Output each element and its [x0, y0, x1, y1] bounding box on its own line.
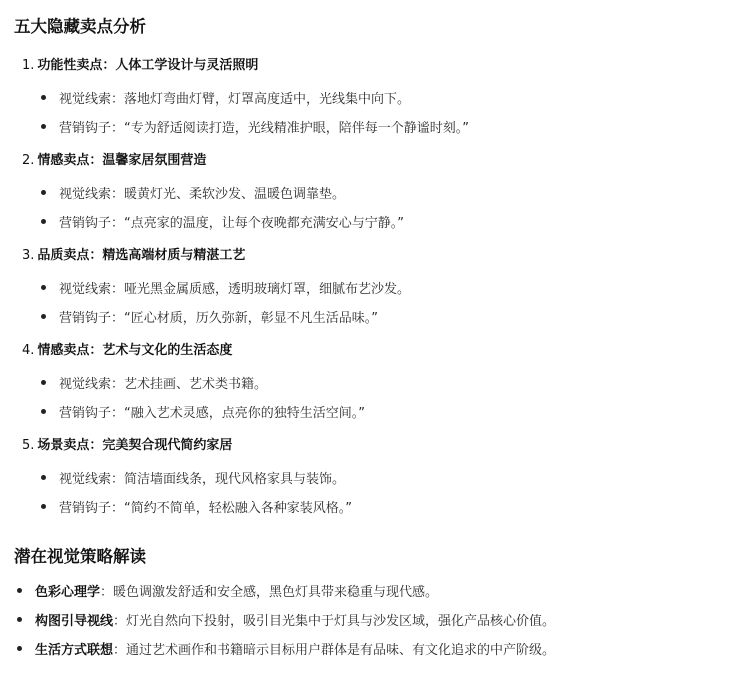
strategy-term: 色彩心理学 — [35, 585, 101, 600]
section-title-visual-strategy: 潜在视觉策略解读 — [14, 547, 146, 566]
bullet-text: 营销钩子：“匠心材质，历久弥新，彰显不凡生活品味。” — [59, 311, 378, 326]
bullet-icon — [17, 588, 22, 593]
bullet-text: 营销钩子：“点亮家的温度，让每个夜晚都充满安心与宁静。” — [59, 216, 404, 231]
list-number: 3. — [22, 248, 35, 263]
strategy-item-lifestyle — [17, 639, 555, 658]
strategy-item-composition — [17, 610, 555, 629]
bullet-text: 营销钩子：“简约不简单，轻松融入各种家装风格。” — [59, 501, 352, 516]
list-item — [41, 278, 410, 297]
bullet-text: 视觉线索：艺术挂画、艺术类书籍。 — [59, 377, 268, 392]
bullet-icon — [17, 646, 22, 651]
selling-point-4-title — [22, 339, 232, 358]
list-title: 情感卖点：温馨家居氛围营造 — [37, 153, 207, 168]
list-item — [41, 402, 365, 421]
selling-point-3-title — [22, 244, 245, 263]
selling-point-2-title — [22, 149, 206, 168]
list-item — [41, 307, 378, 326]
list-number: 5. — [22, 438, 35, 453]
bullet-icon — [41, 380, 46, 385]
bullet-icon — [41, 475, 46, 480]
bullet-text: 营销钩子：“专为舒适阅读打造，光线精准护眼，陪伴每一个静谧时刻。” — [59, 121, 469, 136]
list-item — [41, 497, 352, 516]
section-title-selling-points: 五大隐藏卖点分析 — [14, 17, 146, 36]
bullet-icon — [41, 504, 46, 509]
bullet-icon — [41, 314, 46, 319]
bullet-icon — [41, 190, 46, 195]
list-item — [41, 212, 404, 231]
list-number: 2. — [22, 153, 35, 168]
bullet-icon — [41, 285, 46, 290]
list-title: 场景卖点：完美契合现代简约家居 — [37, 438, 233, 453]
bullet-text: 视觉线索：哑光黑金属质感，透明玻璃灯罩，细腻布艺沙发。 — [59, 282, 411, 297]
list-number: 1. — [22, 58, 35, 73]
list-number: 4. — [22, 343, 35, 358]
bullet-icon — [41, 95, 46, 100]
bullet-icon — [17, 617, 22, 622]
list-item — [41, 117, 469, 136]
strategy-desc: ：灯光自然向下投射，吸引目光集中于灯具与沙发区域，强化产品核心价值。 — [113, 614, 556, 629]
strategy-desc: ：暖色调激发舒适和安全感，黑色灯具带来稳重与现代感。 — [100, 585, 439, 600]
selling-point-1-title — [22, 54, 258, 73]
list-item — [41, 183, 345, 202]
list-item — [41, 373, 267, 392]
list-title: 情感卖点：艺术与文化的生活态度 — [37, 343, 233, 358]
list-item — [41, 468, 345, 487]
list-title: 品质卖点：精选高端材质与精湛工艺 — [37, 248, 246, 263]
strategy-term: 生活方式联想 — [35, 643, 114, 658]
strategy-item-color — [17, 581, 438, 600]
list-item — [41, 88, 410, 107]
list-title: 功能性卖点：人体工学设计与灵活照明 — [37, 58, 259, 73]
strategy-term: 构图引导视线 — [35, 614, 114, 629]
bullet-text: 视觉线索：暖黄灯光、柔软沙发、温暖色调靠垫。 — [59, 187, 346, 202]
bullet-icon — [41, 409, 46, 414]
bullet-text: 营销钩子：“融入艺术灵感，点亮你的独特生活空间。” — [59, 406, 365, 421]
selling-point-5-title — [22, 434, 232, 453]
bullet-text: 视觉线索：落地灯弯曲灯臂，灯罩高度适中，光线集中向下。 — [59, 92, 411, 107]
bullet-icon — [41, 219, 46, 224]
bullet-icon — [41, 124, 46, 129]
bullet-text: 视觉线索：简洁墙面线条，现代风格家具与装饰。 — [59, 472, 346, 487]
strategy-desc: ：通过艺术画作和书籍暗示目标用户群体是有品味、有文化追求的中产阶级。 — [113, 643, 556, 658]
